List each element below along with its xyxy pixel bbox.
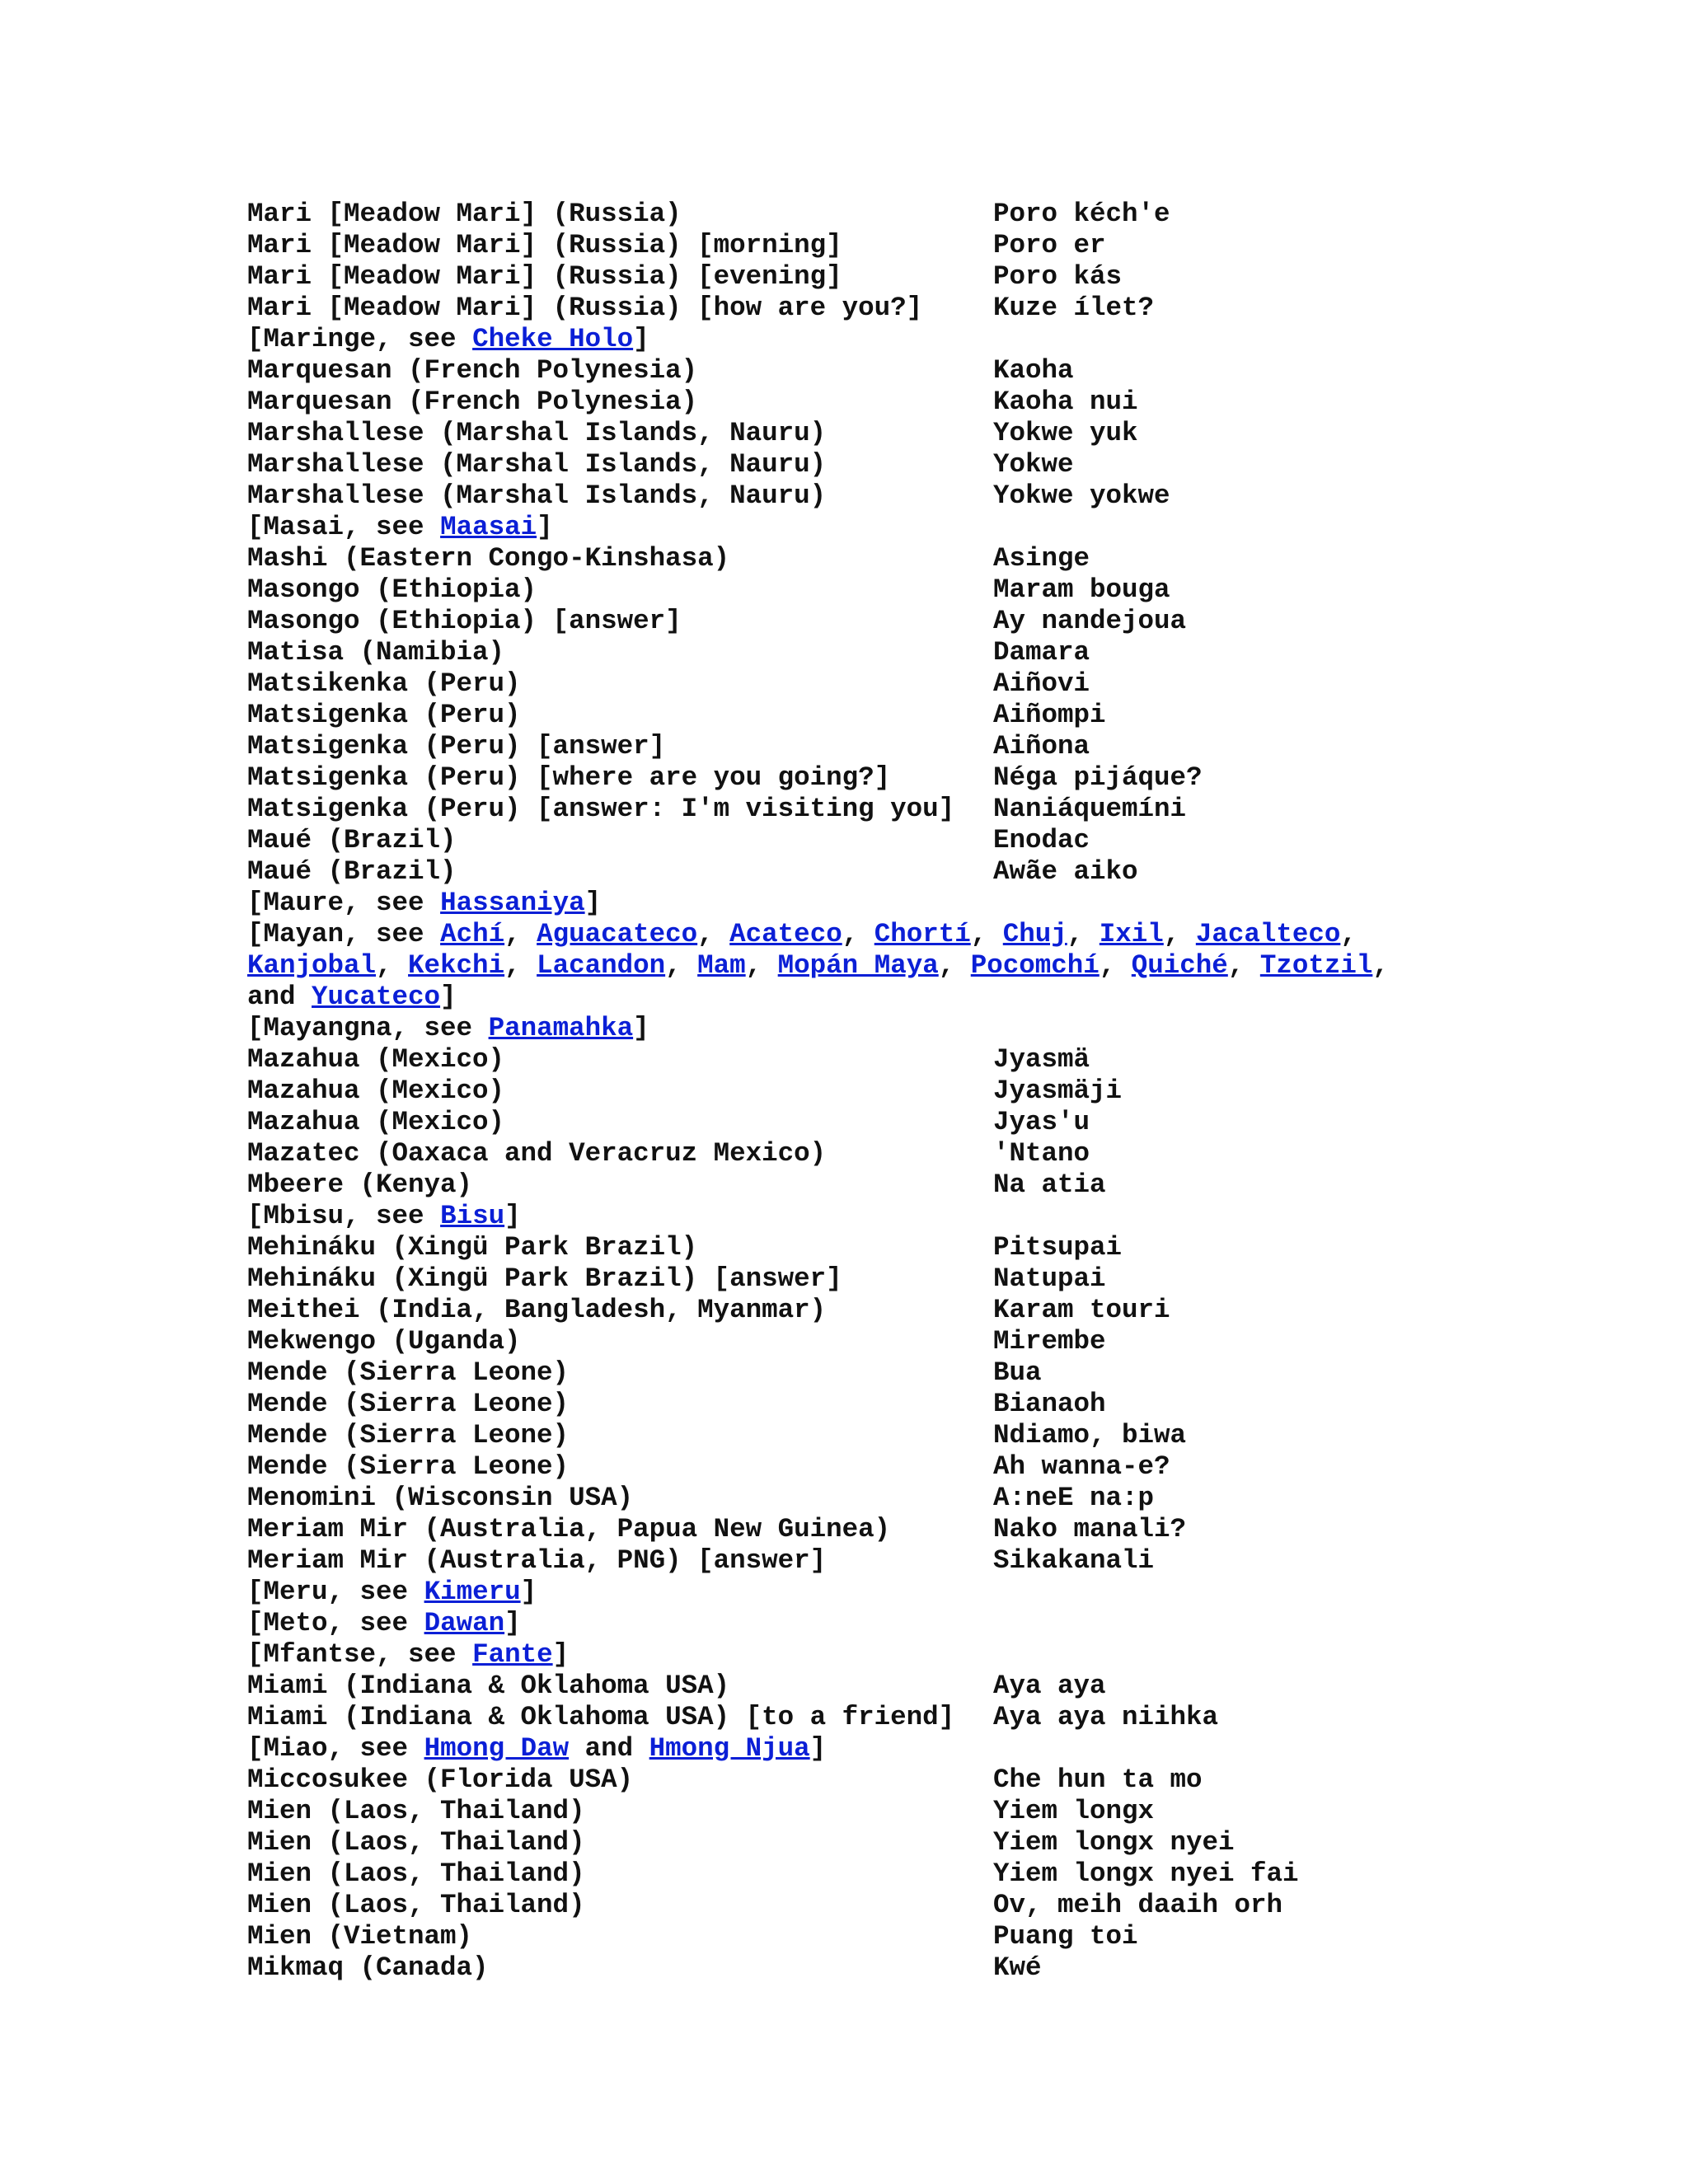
see-link[interactable]: Kekchi	[408, 950, 505, 981]
language-name: Marshallese (Marshal Islands, Nauru)	[247, 449, 827, 480]
greeting-text: Mirembe	[993, 1326, 1106, 1357]
greeting-entry	[247, 293, 1451, 324]
language-name: Mehináku (Xingü Park Brazil) [answer]	[247, 1263, 842, 1294]
language-name: Mari [Meadow Mari] (Russia)	[247, 199, 682, 229]
text-fragment: , see	[327, 1608, 424, 1638]
greeting-text: Aya aya	[993, 1671, 1106, 1701]
greeting-entry	[247, 355, 1451, 387]
greeting-text: Naniáquemíni	[993, 794, 1187, 824]
greeting-text: Yiem longx nyei	[993, 1827, 1235, 1858]
text-fragment: [	[247, 919, 264, 949]
greeting-text: Yokwe yuk	[993, 418, 1138, 448]
greeting-text: Nako manali?	[993, 1514, 1187, 1544]
language-name: Matisa (Namibia)	[247, 637, 505, 668]
reference-language: Meru	[263, 1577, 328, 1607]
greeting-text: Karam touri	[993, 1295, 1170, 1325]
language-name: Mende (Sierra Leone)	[247, 1357, 570, 1388]
see-link[interactable]: Kimeru	[424, 1577, 521, 1607]
text-fragment: ]	[584, 888, 602, 918]
language-name: Mari [Meadow Mari] (Russia) [morning]	[247, 230, 842, 260]
text-fragment: , see	[327, 1733, 424, 1764]
greeting-entry	[247, 1263, 1451, 1295]
language-name: Mashi (Eastern Congo-Kinshasa)	[247, 543, 730, 574]
language-name: Marquesan (French Polynesia)	[247, 355, 698, 386]
text-fragment: ,	[745, 950, 778, 981]
see-link[interactable]: Panamahka	[488, 1013, 634, 1043]
greeting-entry	[247, 637, 1451, 668]
text-fragment: , see	[344, 512, 441, 542]
text-fragment: [	[247, 1639, 264, 1670]
greeting-text: Poro kás	[993, 261, 1123, 292]
greeting-text: Maram bouga	[993, 574, 1170, 605]
cross-reference-entry	[247, 1013, 1451, 1044]
greeting-text: Sikakanali	[993, 1545, 1155, 1576]
text-fragment: ,	[376, 950, 409, 981]
reference-language: Mfantse	[263, 1639, 377, 1670]
greeting-text: Awãe aiko	[993, 856, 1138, 887]
text-fragment: ,	[1227, 950, 1260, 981]
text-fragment: ]	[504, 1608, 521, 1638]
language-name: Miami (Indiana & Oklahoma USA)	[247, 1671, 730, 1701]
greeting-text: Néga pijáque?	[993, 762, 1203, 793]
greeting-entry	[247, 1890, 1451, 1921]
text-fragment: , see	[376, 324, 473, 354]
greeting-entry	[247, 1076, 1451, 1107]
reference-language: Mayan	[263, 919, 345, 949]
greeting-text: 'Ntano	[993, 1138, 1090, 1169]
greeting-entry	[247, 480, 1451, 512]
greeting-text: Poro er	[993, 230, 1106, 260]
greeting-entry	[247, 1671, 1451, 1702]
reference-language: Meto	[263, 1608, 328, 1638]
language-name: Mien (Laos, Thailand)	[247, 1890, 585, 1920]
greeting-text: Pitsupai	[993, 1232, 1123, 1263]
greeting-text: Natupai	[993, 1263, 1106, 1294]
greeting-entry	[247, 574, 1451, 606]
see-link[interactable]: Cheke Holo	[472, 324, 634, 354]
greeting-entry	[247, 1232, 1451, 1263]
cross-reference-entry	[247, 888, 1451, 919]
text-fragment: , see	[344, 888, 441, 918]
cross-reference-entry	[247, 919, 1434, 1013]
language-name: Matsigenka (Peru) [where are you going?]	[247, 762, 891, 793]
text-fragment: , see	[344, 1201, 441, 1231]
language-name: Mehináku (Xingü Park Brazil)	[247, 1232, 698, 1263]
language-name: Mende (Sierra Leone)	[247, 1451, 570, 1482]
greeting-entry	[247, 1389, 1451, 1420]
language-name: Mari [Meadow Mari] (Russia) [evening]	[247, 261, 842, 292]
text-fragment: ,	[938, 950, 971, 981]
greeting-entry	[247, 856, 1451, 888]
greeting-entry	[247, 1107, 1451, 1138]
text-fragment: ,	[1067, 919, 1100, 949]
greeting-entry	[247, 199, 1451, 230]
reference-language: Masai	[263, 512, 345, 542]
cross-reference-entry	[247, 1608, 1451, 1639]
greeting-text: Bianaoh	[993, 1389, 1106, 1419]
language-name: Mari [Meadow Mari] (Russia) [how are you?]	[247, 293, 923, 323]
language-name: Marquesan (French Polynesia)	[247, 387, 698, 417]
greeting-entry	[247, 825, 1451, 856]
greeting-entry	[247, 794, 1451, 825]
text-fragment: and	[569, 1733, 649, 1764]
reference-language: Miao	[263, 1733, 328, 1764]
greeting-text: Poro kéch'e	[993, 199, 1170, 229]
cross-reference-entry	[247, 1577, 1451, 1608]
greeting-text: Aiñovi	[993, 668, 1090, 699]
text-fragment: ,	[504, 950, 537, 981]
see-link[interactable]: Acateco	[729, 919, 842, 949]
text-fragment: ]	[440, 982, 457, 1012]
text-fragment: , and	[247, 950, 1389, 1012]
see-link[interactable]: Ixil	[1099, 919, 1164, 949]
greeting-text: Damara	[993, 637, 1090, 668]
text-fragment: , see	[344, 919, 441, 949]
see-link[interactable]: Chortí	[874, 919, 971, 949]
see-link[interactable]: Quiché	[1131, 950, 1228, 981]
greeting-text: Jyas'u	[993, 1107, 1090, 1137]
language-name: Meithei (India, Bangladesh, Myanmar)	[247, 1295, 827, 1325]
text-fragment: [	[247, 324, 264, 354]
language-name: Matsikenka (Peru)	[247, 668, 521, 699]
reference-language: Maure	[263, 888, 345, 918]
greetings-list	[247, 199, 1451, 1984]
greeting-text: Asinge	[993, 543, 1090, 574]
language-name: Matsigenka (Peru)	[247, 700, 521, 730]
greeting-text: Yokwe	[993, 449, 1074, 480]
greeting-entry	[247, 1514, 1451, 1545]
greeting-entry	[247, 387, 1451, 418]
text-fragment: [	[247, 1608, 264, 1638]
text-fragment: , see	[392, 1013, 489, 1043]
greeting-text: Kaoha	[993, 355, 1074, 386]
greeting-text: Jyasmä	[993, 1044, 1090, 1075]
language-name: Mazahua (Mexico)	[247, 1107, 505, 1137]
see-link[interactable]: Jacalteco	[1195, 919, 1341, 949]
language-name: Mende (Sierra Leone)	[247, 1420, 570, 1451]
see-link[interactable]: Mam	[697, 950, 746, 981]
greeting-text: Puang toi	[993, 1921, 1138, 1952]
cross-reference-entry	[247, 512, 1451, 543]
greeting-text: Kuze ílet?	[993, 293, 1155, 323]
greeting-entry	[247, 1858, 1451, 1890]
text-fragment: [	[247, 512, 264, 542]
language-name: Marshallese (Marshal Islands, Nauru)	[247, 418, 827, 448]
greeting-entry	[247, 449, 1451, 480]
text-fragment: ,	[1340, 919, 1357, 949]
see-link[interactable]: Fante	[472, 1639, 553, 1670]
greeting-entry	[247, 1921, 1451, 1952]
see-link[interactable]: Dawan	[424, 1608, 505, 1638]
greeting-entry	[247, 261, 1451, 293]
greeting-entry	[247, 1295, 1451, 1326]
language-name: Mazahua (Mexico)	[247, 1076, 505, 1106]
reference-language: Mayangna	[263, 1013, 392, 1043]
text-fragment: [	[247, 888, 264, 918]
greeting-entry	[247, 418, 1451, 449]
greeting-text: Jyasmäji	[993, 1076, 1123, 1106]
greeting-entry	[247, 1827, 1451, 1858]
see-link[interactable]: Achí	[440, 919, 505, 949]
language-name: Mikmaq (Canada)	[247, 1952, 489, 1983]
greeting-entry	[247, 230, 1451, 261]
greeting-text: Che hun ta mo	[993, 1765, 1203, 1795]
cross-reference-entry	[247, 324, 1451, 355]
greeting-text: Bua	[993, 1357, 1042, 1388]
cross-reference-entry	[247, 1201, 1451, 1232]
language-name: Mekwengo (Uganda)	[247, 1326, 521, 1357]
text-fragment: [	[247, 1013, 264, 1043]
text-fragment: , see	[376, 1639, 473, 1670]
reference-language: Maringe	[263, 324, 377, 354]
language-name: Mien (Vietnam)	[247, 1921, 473, 1952]
see-link[interactable]: Pocomchí	[970, 950, 1100, 981]
see-link[interactable]: Aguacateco	[537, 919, 698, 949]
see-link[interactable]: Bisu	[440, 1201, 505, 1231]
see-link[interactable]: Hassaniya	[440, 888, 585, 918]
language-name: Maué (Brazil)	[247, 825, 457, 855]
text-fragment: ]	[520, 1577, 537, 1607]
cross-reference-entry	[247, 1733, 1451, 1765]
text-fragment: ]	[633, 1013, 649, 1043]
text-fragment: [	[247, 1733, 264, 1764]
language-name: Masongo (Ethiopia) [answer]	[247, 606, 682, 636]
text-fragment: ,	[842, 919, 874, 949]
greeting-entry	[247, 1796, 1451, 1827]
language-name: Marshallese (Marshal Islands, Nauru)	[247, 480, 827, 511]
language-name: Meriam Mir (Australia, PNG) [answer]	[247, 1545, 827, 1576]
see-link[interactable]: Maasai	[440, 512, 537, 542]
see-link[interactable]: Mopán Maya	[777, 950, 939, 981]
see-link[interactable]: Hmong Daw	[424, 1733, 570, 1764]
text-fragment: [	[247, 1577, 264, 1607]
greeting-entry	[247, 731, 1451, 762]
greeting-text: Yiem longx nyei fai	[993, 1858, 1299, 1889]
greeting-entry	[247, 700, 1451, 731]
text-fragment: ]	[633, 324, 649, 354]
text-fragment: ,	[1163, 919, 1196, 949]
text-fragment: ]	[504, 1201, 521, 1231]
greeting-text: Aiñompi	[993, 700, 1106, 730]
language-name: Mien (Laos, Thailand)	[247, 1858, 585, 1889]
greeting-text: Yiem longx	[993, 1796, 1155, 1826]
language-name: Mien (Laos, Thailand)	[247, 1827, 585, 1858]
greeting-text: Kaoha nui	[993, 387, 1138, 417]
greeting-text: Aya aya niihka	[993, 1702, 1219, 1732]
greeting-entry	[247, 1483, 1451, 1514]
greeting-entry	[247, 1044, 1451, 1076]
greeting-entry	[247, 762, 1451, 794]
language-name: Menomini (Wisconsin USA)	[247, 1483, 634, 1513]
greeting-text: A:neE na:p	[993, 1483, 1155, 1513]
greeting-text: Ov, meih daaih orh	[993, 1890, 1283, 1920]
language-name: Mazahua (Mexico)	[247, 1044, 505, 1075]
language-name: Matsigenka (Peru) [answer: I'm visiting you]	[247, 794, 955, 824]
text-fragment: ]	[552, 1639, 570, 1670]
see-link[interactable]: Chuj	[1002, 919, 1067, 949]
see-link[interactable]: Yucateco	[312, 982, 441, 1012]
reference-language: Mbisu	[263, 1201, 345, 1231]
language-name: Maué (Brazil)	[247, 856, 457, 887]
greeting-text: Ay nandejoua	[993, 606, 1187, 636]
language-name: Mende (Sierra Leone)	[247, 1389, 570, 1419]
text-fragment: ,	[970, 919, 1003, 949]
greeting-entry	[247, 1169, 1451, 1201]
greeting-entry	[247, 606, 1451, 637]
greeting-text: Kwé	[993, 1952, 1042, 1983]
greeting-entry	[247, 1765, 1451, 1796]
greeting-entry	[247, 1357, 1451, 1389]
greeting-entry	[247, 1952, 1451, 1984]
greeting-entry	[247, 1702, 1451, 1733]
language-name: Matsigenka (Peru) [answer]	[247, 731, 666, 762]
language-name: Mbeere (Kenya)	[247, 1169, 473, 1200]
greeting-entry	[247, 1326, 1451, 1357]
language-name: Miccosukee (Florida USA)	[247, 1765, 634, 1795]
text-fragment: ,	[697, 919, 730, 949]
text-fragment: ,	[665, 950, 698, 981]
greeting-entry	[247, 1420, 1451, 1451]
language-name: Mien (Laos, Thailand)	[247, 1796, 585, 1826]
text-fragment: ]	[537, 512, 553, 542]
language-name: Meriam Mir (Australia, Papua New Guinea)	[247, 1514, 891, 1544]
see-link[interactable]: Hmong Njua	[649, 1733, 810, 1764]
text-fragment: , see	[327, 1577, 424, 1607]
see-link[interactable]: Kanjobal	[247, 950, 377, 981]
text-fragment: [	[247, 1201, 264, 1231]
text-fragment: ,	[504, 919, 537, 949]
greeting-text: Yokwe yokwe	[993, 480, 1170, 511]
greeting-entry	[247, 1138, 1451, 1169]
language-name: Mazatec (Oaxaca and Veracruz Mexico)	[247, 1138, 827, 1169]
see-link[interactable]: Tzotzil	[1259, 950, 1373, 981]
text-fragment: ]	[809, 1733, 827, 1764]
greeting-entry	[247, 1451, 1451, 1483]
greeting-text: Na atia	[993, 1169, 1106, 1200]
greeting-text: Enodac	[993, 825, 1090, 855]
see-link[interactable]: Lacandon	[537, 950, 666, 981]
greeting-entry	[247, 543, 1451, 574]
text-fragment: ,	[1099, 950, 1132, 981]
greeting-entry	[247, 1545, 1451, 1577]
greeting-text: Ndiamo, biwa	[993, 1420, 1187, 1451]
language-name: Miami (Indiana & Oklahoma USA) [to a friend]	[247, 1702, 955, 1732]
greeting-entry	[247, 668, 1451, 700]
greeting-text: Ah wanna-e?	[993, 1451, 1170, 1482]
cross-reference-entry	[247, 1639, 1451, 1671]
language-name: Masongo (Ethiopia)	[247, 574, 537, 605]
greeting-text: Aiñona	[993, 731, 1090, 762]
